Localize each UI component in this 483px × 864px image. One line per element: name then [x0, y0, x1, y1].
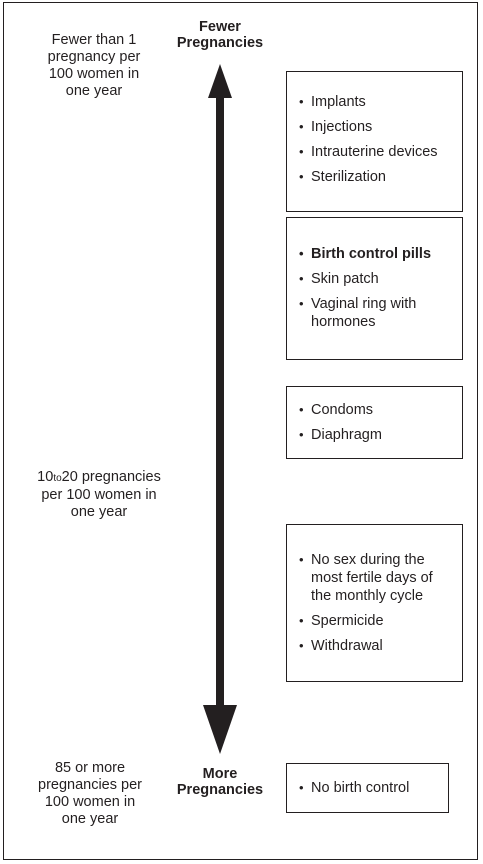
rate-range-unit: pregnancies	[81, 469, 161, 485]
rate-range-end: 20	[61, 469, 78, 485]
rate-range-to: to	[53, 473, 62, 484]
rate-label-line: Fewer than 1	[51, 32, 137, 48]
rate-label-line: one year	[61, 811, 119, 827]
rate-range-start: 10	[37, 469, 54, 485]
axis-label-line: Pregnancies	[176, 782, 264, 798]
method-item: • Sterilization	[299, 168, 454, 186]
method-box-barrier	[286, 386, 463, 459]
method-item: • Diaphragm	[299, 426, 454, 444]
rate-label-line: 85 or more	[54, 760, 126, 776]
method-box-none	[286, 763, 449, 813]
rate-label-bottom	[16, 760, 164, 828]
method-box-behavioral	[286, 524, 463, 682]
axis-label-line: Fewer	[199, 19, 241, 35]
method-item: • No birth control	[299, 779, 440, 797]
method-box-implants	[286, 71, 463, 212]
method-item: • Vaginal ring with hormones	[299, 295, 454, 331]
rate-label-top	[14, 32, 174, 100]
method-item: • Skin patch	[299, 270, 454, 288]
method-list	[299, 779, 440, 797]
rate-label-line: 100 women in	[44, 794, 136, 810]
arrow-head-up	[208, 64, 232, 98]
double-arrow-icon	[195, 64, 245, 756]
arrow-shaft	[216, 94, 224, 710]
method-list	[299, 245, 454, 331]
method-item: • Condoms	[299, 401, 454, 419]
rate-label-line: pregnancies per	[38, 777, 142, 793]
arrow-head-down	[203, 705, 237, 754]
method-item: • Implants	[299, 93, 454, 111]
rate-label-line: one year	[65, 83, 123, 99]
rate-label-line	[14, 469, 184, 487]
method-item: • Intrauterine devices	[299, 143, 454, 161]
rate-label-line: per 100 women in	[41, 487, 157, 503]
method-list	[299, 551, 454, 655]
method-item: • Spermicide	[299, 612, 454, 630]
method-list	[299, 93, 454, 186]
rate-label-line: one year	[70, 504, 128, 520]
method-item: • Birth control pills	[299, 245, 454, 263]
rate-label-middle	[14, 469, 184, 521]
axis-label-line: Pregnancies	[176, 35, 264, 51]
method-item: • No sex during the most fertile days of the monthly cycle	[299, 551, 454, 605]
method-item: • Withdrawal	[299, 637, 454, 655]
method-box-pills	[286, 217, 463, 360]
axis-label-more	[160, 766, 280, 798]
method-item: • Injections	[299, 118, 454, 136]
method-list	[299, 401, 454, 444]
axis-label-fewer	[160, 19, 280, 51]
rate-label-line: pregnancy per	[47, 49, 141, 65]
rate-label-line: 100 women in	[48, 66, 140, 82]
axis-label-line: More	[202, 766, 238, 782]
